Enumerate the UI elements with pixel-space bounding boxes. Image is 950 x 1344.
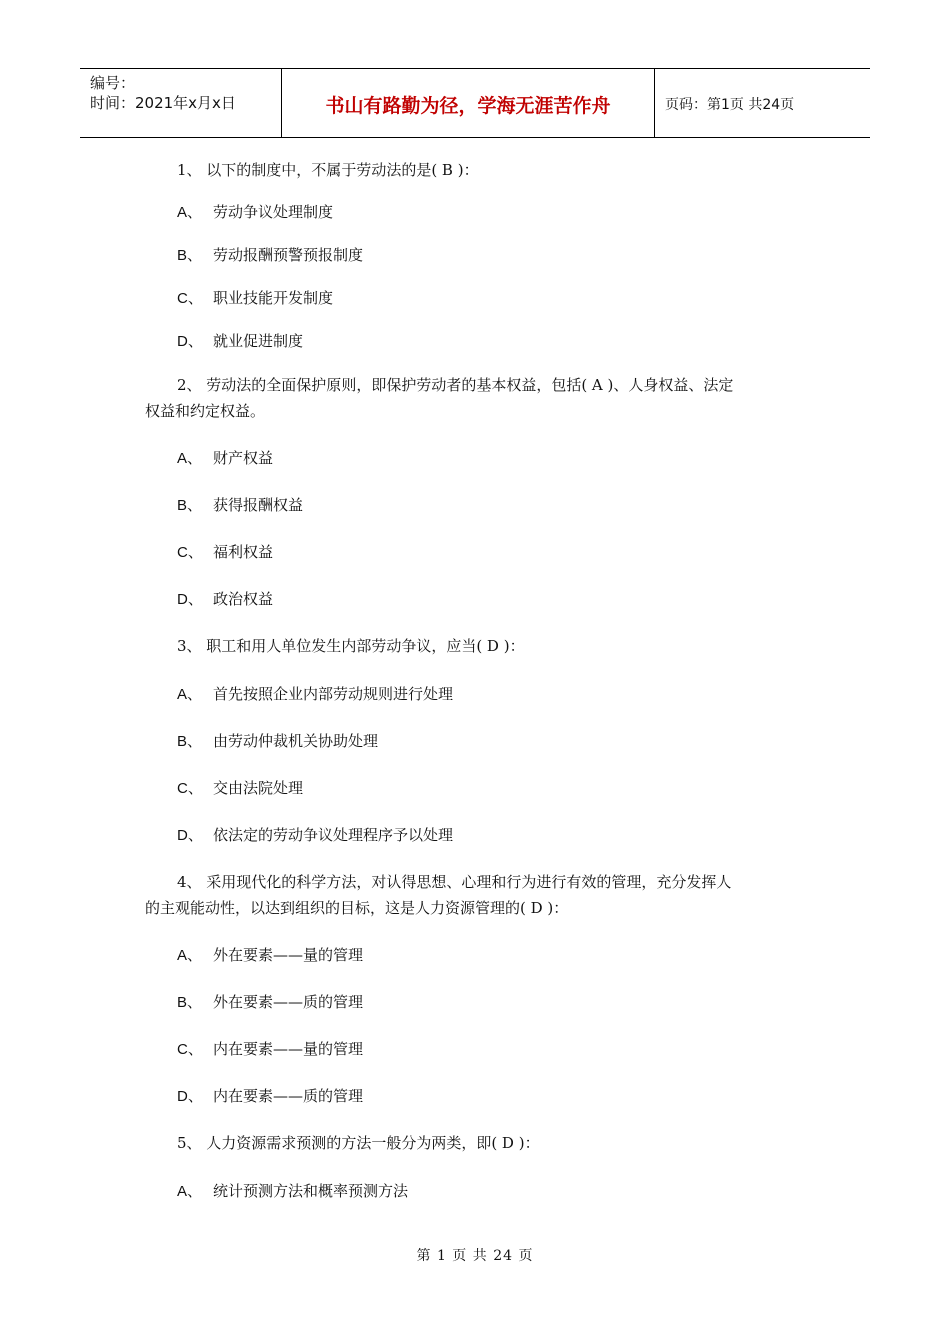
question-1-stem: 1、 以下的制度中，不属于劳动法的是( B )： <box>177 161 479 179</box>
question-2-option-a <box>177 448 273 469</box>
question-4-stem-line-1: 4、 采用现代化的科学方法，对认得思想、心理和行为进行有效的管理，充分发挥人 <box>177 873 732 891</box>
header-middle-cell <box>282 69 655 137</box>
option-text: 财产权益 <box>213 449 274 467</box>
question-3-option-c <box>177 778 303 799</box>
option-label: D、 <box>177 333 203 350</box>
question-3-stem: 3、 职工和用人单位发生内部劳动争议，应当( D )： <box>177 637 525 655</box>
question-4-option-d <box>177 1086 363 1107</box>
question-5-stem: 5、 人力资源需求预测的方法一般分为两类，即( D )： <box>177 1134 540 1152</box>
option-text: 获得报酬权益 <box>213 496 304 514</box>
option-label: A、 <box>177 450 203 467</box>
option-label: C、 <box>177 544 203 561</box>
option-label: C、 <box>177 780 203 797</box>
page-code: 页码：第1页 共24页 <box>665 97 795 113</box>
header-right-cell <box>655 69 870 137</box>
option-text: 就业促进制度 <box>213 332 304 350</box>
option-label: A、 <box>177 204 203 221</box>
option-label: A、 <box>177 947 203 964</box>
option-text: 外在要素——量的管理 <box>213 946 364 964</box>
option-label: C、 <box>177 290 203 307</box>
option-text: 统计预测方法和概率预测方法 <box>213 1182 409 1200</box>
option-label: A、 <box>177 686 203 703</box>
option-text: 职业技能开发制度 <box>213 289 334 307</box>
question-3-option-d <box>177 825 453 846</box>
question-4-option-b <box>177 992 363 1013</box>
option-text: 外在要素——质的管理 <box>213 993 364 1011</box>
time-label: 时间：2021年x月x日 <box>90 94 236 112</box>
option-text: 内在要素——量的管理 <box>213 1040 364 1058</box>
option-text: 依法定的劳动争议处理程序予以处理 <box>213 826 454 844</box>
option-label: B、 <box>177 247 203 264</box>
option-text: 首先按照企业内部劳动规则进行处理 <box>213 685 454 703</box>
option-label: B、 <box>177 994 203 1011</box>
option-label: C、 <box>177 1041 203 1058</box>
option-text: 由劳动仲裁机关协助处理 <box>213 732 379 750</box>
question-4-option-a <box>177 945 363 966</box>
header-left-cell <box>80 69 282 137</box>
option-text: 劳动争议处理制度 <box>213 203 334 221</box>
question-2-stem-line-1: 2、 劳动法的全面保护原则，即保护劳动者的基本权益，包括( A )、人身权益、法定 <box>177 376 734 394</box>
option-label: D、 <box>177 827 203 844</box>
question-1-option-d <box>177 331 303 352</box>
motto-text: 书山有路勤为径，学海无涯苦作舟 <box>325 95 611 117</box>
question-1-option-a <box>177 202 333 223</box>
option-text: 内在要素——质的管理 <box>213 1087 364 1105</box>
option-label: D、 <box>177 1088 203 1105</box>
question-1-option-c <box>177 288 333 309</box>
question-4-stem-line-2: 的主观能动性，以达到组织的目标，这是人力资源管理的( D )： <box>145 899 569 917</box>
question-3-option-a <box>177 684 453 705</box>
option-text: 交由法院处理 <box>213 779 304 797</box>
question-2-stem-line-2: 权益和约定权益。 <box>145 402 266 420</box>
option-label: A、 <box>177 1183 203 1200</box>
number-label: 编号： <box>90 74 136 92</box>
option-label: B、 <box>177 733 203 750</box>
question-2-option-b <box>177 495 303 516</box>
question-5-option-a <box>177 1181 408 1202</box>
option-label: B、 <box>177 497 203 514</box>
question-2-option-c <box>177 542 273 563</box>
question-4-option-c <box>177 1039 363 1060</box>
option-text: 福利权益 <box>213 543 274 561</box>
page-header <box>80 68 870 138</box>
question-3-option-b <box>177 731 378 752</box>
question-1-option-b <box>177 245 363 266</box>
option-label: D、 <box>177 591 203 608</box>
option-text: 政治权益 <box>213 590 274 608</box>
page-footer: 第 1 页 共 24 页 <box>416 1248 534 1264</box>
option-text: 劳动报酬预警预报制度 <box>213 246 364 264</box>
question-2-option-d <box>177 589 273 610</box>
